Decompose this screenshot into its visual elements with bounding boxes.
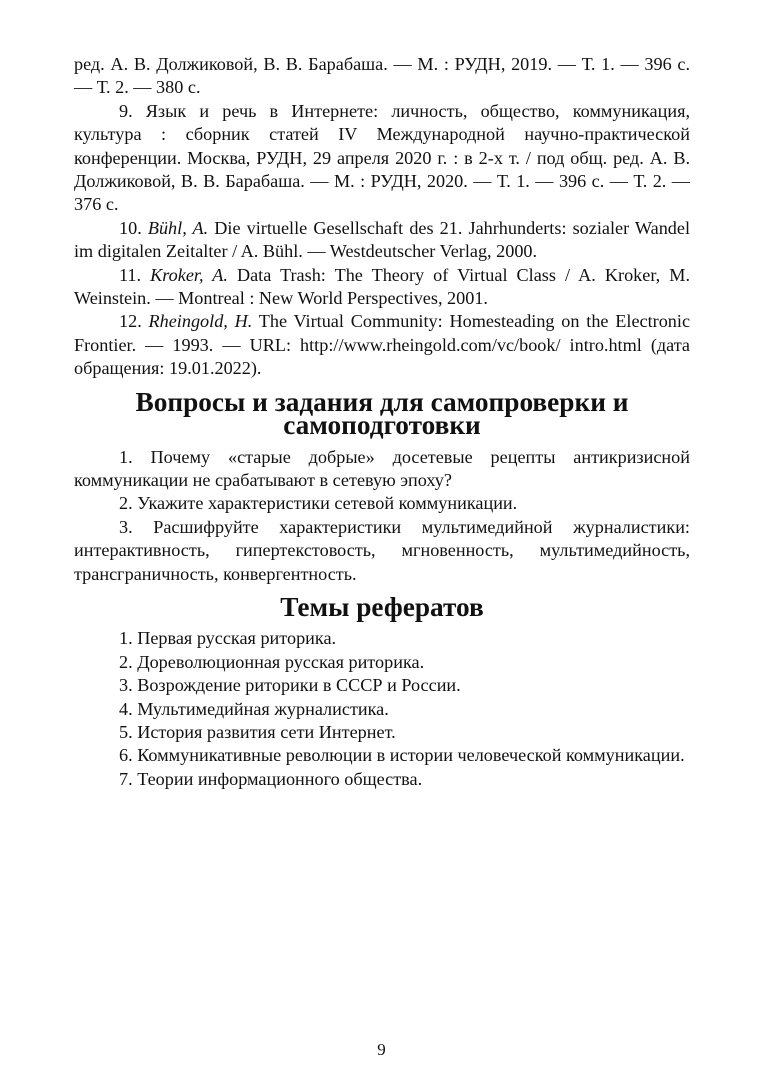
reference-11-author: Kroker, A.: [150, 264, 228, 285]
reference-12-text: The Virtual Community: Homesteading on the Electronic Frontier. — 1993. — URL: http://www.rheingold.com/vc/book/ intro.html (дата обращения: 19.01.2022).: [74, 311, 691, 379]
reference-10-number: 10.: [119, 217, 142, 238]
reference-11-number: 11.: [119, 264, 142, 285]
reference-10-text: Die virtuelle Gesellschaft des 21. Jahrhunderts: sozialer Wandel im digitalen Zeitalter / A. Bühl. — Westdeutscher Verlag, 2000.: [74, 217, 691, 262]
reference-9: 9. Язык и речь в Интернете: личность, общество, коммуникация, культура : сборник статей IV Международной научно-практической конференции. Москва, РУДН, 29 апреля 2020 г. : в 2-х т. / под общ. ред. А. В. Должиковой, В. В. Барабаша. — М. : РУДН, 2020. — Т. 1. — 396 с. — Т. 2. — 376 с.: [74, 100, 690, 215]
page-number: 9: [377, 1040, 386, 1059]
topic-item: 3. Возрождение риторики в СССР и России.: [119, 675, 461, 696]
topic-item: 5. История развития сети Интернет.: [119, 721, 396, 742]
topic-item: 4. Мультимедийная журналистика.: [119, 698, 389, 719]
topic-item: 6. Коммуникативные революции в истории человеческой коммуникации.: [119, 745, 685, 766]
reference-11: [74, 264, 690, 311]
topic-item: 7. Теории информационного общества.: [119, 768, 423, 789]
questions-heading: Вопросы и задания для самопроверки и самоподготовки: [135, 386, 629, 441]
question-item: 2. Укажите характеристики сетевой коммуникации.: [119, 493, 518, 514]
reference-8-continuation: ред. А. В. Должиковой, В. В. Барабаша. — М. : РУДН, 2019. — Т. 1. — 396 с. — Т. 2. — 380 с.: [74, 54, 690, 98]
reference-12-number: 12.: [119, 311, 142, 332]
reference-10: [74, 217, 690, 264]
reference-11-text: Data Trash: The Theory of Virtual Class / A. Kroker, M. Weinstein. — Montreal : New World Perspectives, 2001.: [74, 264, 690, 309]
question-item: 3. Расшифруйте характеристики мультимедийной журналистики: интерактивность, гипертекстовость, мгновенность, мультимедийность, трансграничность, конвергентность.: [74, 516, 690, 584]
reference-12: [74, 310, 690, 380]
topic-item: 1. Первая русская риторика.: [119, 628, 337, 649]
topic-item: 2. Дореволюционная русская риторика.: [119, 651, 425, 672]
reference-10-author: Bühl, A.: [147, 217, 209, 238]
reference-12-author: Rheingold, H.: [148, 311, 253, 332]
topics-heading: Темы рефератов: [280, 591, 484, 622]
question-item: 1. Почему «старые добрые» досетевые рецепты антикризисной коммуникации не срабатывают в сетевую эпоху?: [74, 446, 690, 490]
page-content: [74, 53, 690, 791]
